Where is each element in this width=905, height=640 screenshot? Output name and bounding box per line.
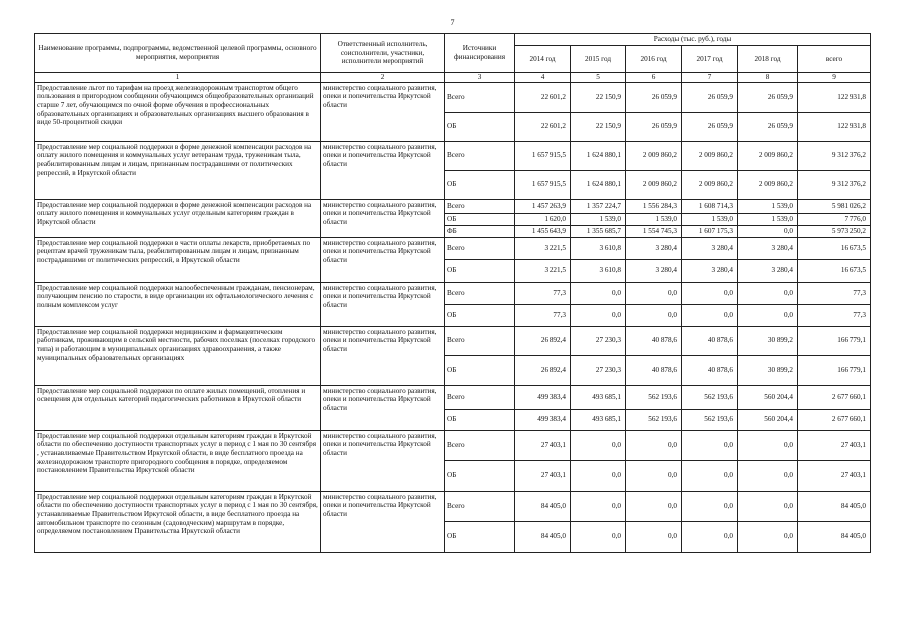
executor: министерство социального развития, опеки и попечительства Иркутской области: [321, 141, 445, 199]
table-row: [35, 82, 871, 112]
funding-source: ОБ: [445, 112, 515, 141]
expense-value: 2 009 860,2: [626, 141, 682, 170]
expense-value: 0,0: [626, 491, 682, 521]
expense-value: 27 403,1: [515, 430, 571, 460]
funding-source: Всего: [445, 141, 515, 170]
expense-value: 0,0: [738, 430, 798, 460]
funding-source: ОБ: [445, 213, 515, 225]
expense-value: 0,0: [682, 521, 738, 552]
expense-value: 1 539,0: [571, 213, 626, 225]
expense-value: 2 677 660,1: [798, 385, 871, 409]
expense-value: 1 357 224,7: [571, 199, 626, 213]
expense-value: 1 556 284,3: [626, 199, 682, 213]
expense-value: 5 973 250,2: [798, 225, 871, 237]
expense-value: 499 383,4: [515, 409, 571, 430]
expense-value: 27 230,3: [571, 326, 626, 355]
executor: министерство социального развития, опеки и попечительства Иркутской области: [321, 199, 445, 237]
column-number: 9: [798, 73, 871, 83]
expense-value: 499 383,4: [515, 385, 571, 409]
executor: министерство социального развития, опеки и попечительства Иркутской области: [321, 491, 445, 552]
expense-value: 40 878,6: [626, 326, 682, 355]
expense-value: 9 312 376,2: [798, 141, 871, 170]
expense-value: 2 009 860,2: [682, 170, 738, 199]
expense-value: 1 355 685,7: [571, 225, 626, 237]
expense-value: 26 059,9: [626, 112, 682, 141]
expense-value: 26 892,4: [515, 355, 571, 385]
table-row: [35, 199, 871, 213]
expense-value: 0,0: [571, 491, 626, 521]
expense-value: 27 230,3: [571, 355, 626, 385]
expense-value: 1 539,0: [738, 199, 798, 213]
expense-value: 562 193,6: [626, 409, 682, 430]
expense-value: 0,0: [626, 460, 682, 491]
expense-value: 30 899,2: [738, 355, 798, 385]
funding-source: ОБ: [445, 355, 515, 385]
expense-value: 0,0: [738, 521, 798, 552]
header-year: 2018 год: [738, 46, 798, 73]
funding-source: ОБ: [445, 521, 515, 552]
expense-value: 3 280,4: [682, 237, 738, 259]
program-name: Предоставление мер социальной поддержки малообеспеченным гражданам, пенсионерам, получающим пенсию по старости, в виде организации их офтальмологического лечения с полным комплексом услуг: [35, 282, 321, 326]
expense-value: 560 204,4: [738, 385, 798, 409]
column-number: 6: [626, 73, 682, 83]
expense-value: 122 931,8: [798, 112, 871, 141]
expense-value: 1 620,0: [515, 213, 571, 225]
expense-value: 122 931,8: [798, 82, 871, 112]
table-row: [35, 282, 871, 304]
column-number: 3: [445, 73, 515, 83]
expense-value: 40 878,6: [626, 355, 682, 385]
expense-value: 26 059,9: [682, 82, 738, 112]
expense-value: 2 009 860,2: [626, 170, 682, 199]
expense-value: 1 657 915,5: [515, 141, 571, 170]
expense-value: 16 673,5: [798, 237, 871, 259]
expense-value: 3 280,4: [738, 237, 798, 259]
expense-value: 0,0: [738, 460, 798, 491]
column-number: 1: [35, 73, 321, 83]
expense-value: 3 280,4: [626, 237, 682, 259]
executor: министерство социального развития, опеки и попечительства Иркутской области: [321, 82, 445, 141]
executor: министерство социального развития, опеки и попечительства Иркутской области: [321, 282, 445, 326]
expense-value: 0,0: [626, 282, 682, 304]
funding-source: Всего: [445, 326, 515, 355]
header-year: 2015 год: [571, 46, 626, 73]
funding-source: Всего: [445, 82, 515, 112]
expense-value: 27 403,1: [515, 460, 571, 491]
expense-value: 30 899,2: [738, 326, 798, 355]
expense-value: 1 608 714,3: [682, 199, 738, 213]
expense-value: 40 878,6: [682, 326, 738, 355]
expense-value: 84 405,0: [515, 491, 571, 521]
expense-value: 0,0: [626, 304, 682, 326]
expense-value: 493 685,1: [571, 385, 626, 409]
header-year: 2016 год: [626, 46, 682, 73]
executor: министерство социального развития, опеки и попечительства Иркутской области: [321, 237, 445, 282]
header-executor: Ответственный исполнитель, соисполнители, участники, исполнители мероприятий: [321, 34, 445, 73]
expense-value: 2 009 860,2: [682, 141, 738, 170]
header-sources: Источники финансирования: [445, 34, 515, 73]
executor: министерство социального развития, опеки и попечительства Иркутской области: [321, 385, 445, 430]
funding-source: Всего: [445, 385, 515, 409]
column-number: 7: [682, 73, 738, 83]
expense-value: 22 150,9: [571, 112, 626, 141]
table-row: [35, 237, 871, 259]
expense-value: 0,0: [571, 304, 626, 326]
expense-value: 77,3: [515, 282, 571, 304]
header-year: 2017 год: [682, 46, 738, 73]
executor: министерство социального развития, опеки и попечительства Иркутской области: [321, 430, 445, 491]
expense-value: 166 779,1: [798, 326, 871, 355]
expense-value: 560 204,4: [738, 409, 798, 430]
expense-value: 0,0: [626, 521, 682, 552]
expense-value: 3 610,8: [571, 237, 626, 259]
expense-value: 26 059,9: [738, 82, 798, 112]
program-name: Предоставление мер социальной поддержки в части оплаты лекарств, приобретаемых по рецептам врачей труженикам тыла, реабилитированным лицам и лицам, признанным пострадавшими от политических репрессий, в Иркутской области: [35, 237, 321, 282]
expense-value: 27 403,1: [798, 430, 871, 460]
expense-value: 26 892,4: [515, 326, 571, 355]
executor: министерство социального развития, опеки и попечительства Иркутской области: [321, 326, 445, 385]
expense-value: 0,0: [571, 430, 626, 460]
expense-value: 3 280,4: [738, 259, 798, 282]
expense-value: 1 539,0: [626, 213, 682, 225]
expense-value: 1 607 175,3: [682, 225, 738, 237]
expense-value: 1 539,0: [682, 213, 738, 225]
column-number: 8: [738, 73, 798, 83]
expense-value: 0,0: [626, 430, 682, 460]
expense-value: 493 685,1: [571, 409, 626, 430]
expense-value: 0,0: [682, 430, 738, 460]
expense-value: 0,0: [738, 491, 798, 521]
expense-value: 22 150,9: [571, 82, 626, 112]
program-name: Предоставление мер социальной поддержки в форме денежной компенсации расходов на оплату жилого помещения и коммунальных услуг ветеранам труда, труженикам тыла, реабилитированным лицам и лицам, признанным пострадавшими от политических репрессий, в Иркутской области: [35, 141, 321, 199]
expense-value: 40 878,6: [682, 355, 738, 385]
program-name: Предоставление мер социальной поддержки медицинским и фармацевтическим работникам, проживающим в сельской местности, рабочих поселках (поселках городского типа) и работающим в муниципальных организациях здравоохранения, а также муниципальных образовательных организациях: [35, 326, 321, 385]
expense-value: 1 624 880,1: [571, 170, 626, 199]
expense-value: 26 059,9: [682, 112, 738, 141]
funding-source: ФБ: [445, 225, 515, 237]
table-row: [35, 141, 871, 170]
expense-value: 1 539,0: [738, 213, 798, 225]
expense-value: 0,0: [682, 491, 738, 521]
expense-value: 27 403,1: [798, 460, 871, 491]
table-row: [35, 491, 871, 521]
expense-value: 5 981 026,2: [798, 199, 871, 213]
expense-value: 1 455 643,9: [515, 225, 571, 237]
expense-value: 0,0: [738, 282, 798, 304]
expense-value: 0,0: [738, 304, 798, 326]
column-number: 5: [571, 73, 626, 83]
expense-value: 3 280,4: [626, 259, 682, 282]
expense-value: 166 779,1: [798, 355, 871, 385]
expense-value: 0,0: [682, 304, 738, 326]
funding-source: Всего: [445, 282, 515, 304]
budget-table: [34, 33, 871, 553]
expense-value: 0,0: [571, 521, 626, 552]
column-number: 2: [321, 73, 445, 83]
expense-value: 26 059,9: [738, 112, 798, 141]
expense-value: 3 221,5: [515, 237, 571, 259]
program-name: Предоставление мер социальной поддержки по оплате жилых помещений, отопления и освещения для отдельных категорий педагогических работников в Иркутской области: [35, 385, 321, 430]
expense-value: 77,3: [515, 304, 571, 326]
header-year: всего: [798, 46, 871, 73]
expense-value: 84 405,0: [515, 521, 571, 552]
expense-value: 2 677 660,1: [798, 409, 871, 430]
expense-value: 562 193,6: [682, 385, 738, 409]
expense-value: 0,0: [571, 282, 626, 304]
expense-value: 0,0: [571, 460, 626, 491]
funding-source: Всего: [445, 430, 515, 460]
expense-value: 1 657 915,5: [515, 170, 571, 199]
program-name: Предоставление мер социальной поддержки отдельным категориям граждан в Иркутской области по обеспечению доступности транспортных услуг в период с 1 мая по 30 сентября , устанавливаемые Правительством Иркутской области, в виде бесплатного проезда на железнодорожном транспорте пригородного сообщения в порядке, определяемом постановлением Правительства Иркутской области: [35, 430, 321, 491]
program-name: Предоставление льгот по тарифам на проезд железнодорожным транспортом общего пользования в пригородном сообщении обучающимся общеобразовательных организаций старше 7 лет, обучающимся по очной форме обучения в профессиональных образовательных организациях и образовательных организациях высшего образования в виде 50-процентной скидки: [35, 82, 321, 141]
expense-value: 22 601,2: [515, 82, 571, 112]
expense-value: 77,3: [798, 304, 871, 326]
expense-value: 3 610,8: [571, 259, 626, 282]
program-name: Предоставление мер социальной поддержки в форме денежной компенсации расходов на оплату жилого помещения и коммунальных услуг отдельным категориям граждан в Иркутской области: [35, 199, 321, 237]
expense-value: 562 193,6: [626, 385, 682, 409]
expense-value: 1 457 263,9: [515, 199, 571, 213]
header-year: 2014 год: [515, 46, 571, 73]
expense-value: 77,3: [798, 282, 871, 304]
funding-source: Всего: [445, 491, 515, 521]
expense-value: 3 221,5: [515, 259, 571, 282]
expense-value: 2 009 860,2: [738, 141, 798, 170]
funding-source: Всего: [445, 237, 515, 259]
funding-source: ОБ: [445, 409, 515, 430]
table-body: [35, 82, 871, 552]
expense-value: 2 009 860,2: [738, 170, 798, 199]
funding-source: ОБ: [445, 304, 515, 326]
funding-source: ОБ: [445, 170, 515, 199]
program-name: Предоставление мер социальной поддержки отдельным категориям граждан в Иркутской области по обеспечению доступности транспортных услуг в период с 1 мая по 30 сентября, устанавливаемые Правительством Иркутской области, в виде бесплатного проезда на автомобильном транспорте по сезонным (садоводческим) маршрутам в порядке, определяемом постановлением Правительства Иркутской области: [35, 491, 321, 552]
column-number: 4: [515, 73, 571, 83]
expense-value: 84 405,0: [798, 491, 871, 521]
expense-value: 7 776,0: [798, 213, 871, 225]
page-number: 7: [450, 18, 455, 27]
expense-value: 562 193,6: [682, 409, 738, 430]
funding-source: Всего: [445, 199, 515, 213]
expense-value: 22 601,2: [515, 112, 571, 141]
table-row: [35, 326, 871, 355]
table-row: [35, 430, 871, 460]
expense-value: 9 312 376,2: [798, 170, 871, 199]
expense-value: 0,0: [682, 460, 738, 491]
funding-source: ОБ: [445, 460, 515, 491]
funding-source: ОБ: [445, 259, 515, 282]
expense-value: 1 624 880,1: [571, 141, 626, 170]
expense-value: 84 405,0: [798, 521, 871, 552]
expense-value: 0,0: [682, 282, 738, 304]
header-name: Наименование программы, подпрограммы, ведомственной целевой программы, основного мероприятия, мероприятия: [35, 34, 321, 73]
expense-value: 1 554 745,3: [626, 225, 682, 237]
table-row: [35, 385, 871, 409]
expense-value: 16 673,5: [798, 259, 871, 282]
expense-value: 26 059,9: [626, 82, 682, 112]
header-expenses: Расходы (тыс. руб.), годы: [515, 34, 871, 46]
expense-value: 3 280,4: [682, 259, 738, 282]
expense-value: 0,0: [738, 225, 798, 237]
